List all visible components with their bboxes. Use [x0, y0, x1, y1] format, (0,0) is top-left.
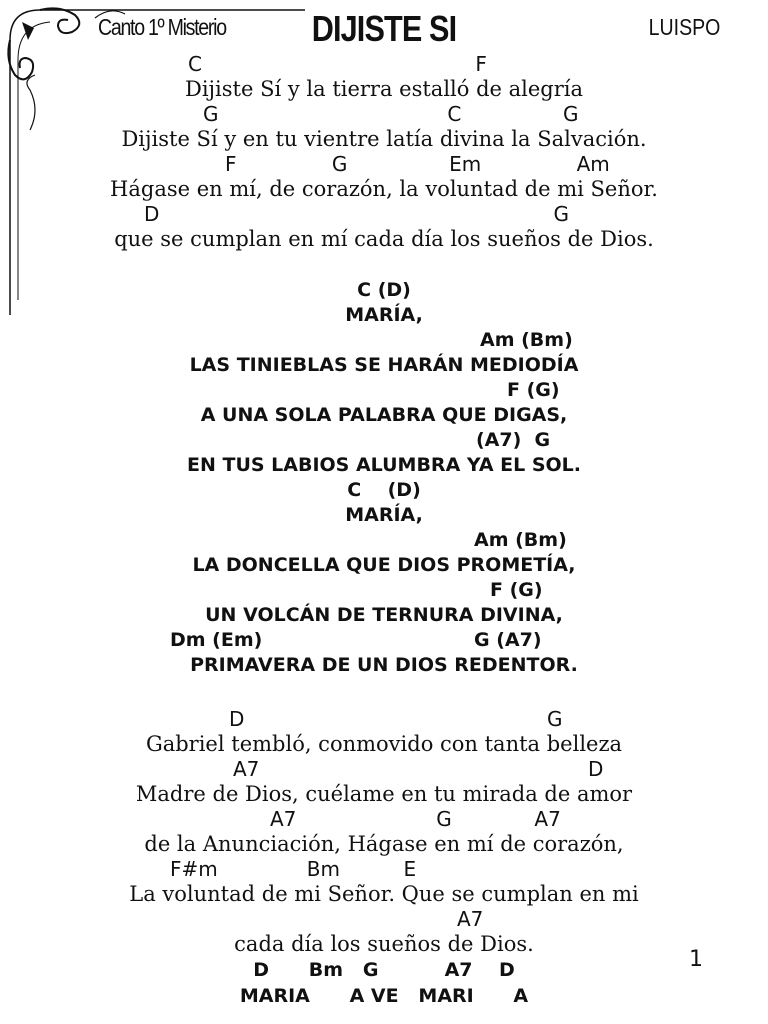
chord-line: A7	[457, 907, 484, 931]
lyric-line: Gabriel tembló, conmovido con tanta belleza	[145, 732, 623, 756]
chorus-chord-line: F (G)	[507, 379, 560, 401]
chorus-chord-line: F (G)	[490, 579, 543, 601]
lyric-line: Dijiste Sí y en tu vientre latía divina la Salvación.	[121, 127, 647, 151]
chorus-chord-line: Am (Bm)	[480, 329, 573, 351]
chorus-chord-line: G (A7)	[474, 629, 542, 651]
chord-line: F G Em Am	[225, 152, 610, 176]
chord-line: D G	[144, 202, 570, 226]
chorus-lyric-line: LA DONCELLA QUE DIOS PROMETÍA,	[192, 554, 576, 576]
refrain-chord-line: D Bm G A7 D	[253, 959, 515, 981]
lyric-line: Dijiste Sí y la tierra estalló de alegría	[184, 77, 584, 101]
chorus-lyric-line: PRIMAVERA DE UN DIOS REDENTOR.	[190, 654, 578, 676]
chorus-chord-line: (A7) G	[476, 429, 551, 451]
lyric-line: cada día los sueños de Dios.	[234, 932, 534, 956]
chord-line: A7 G A7	[270, 807, 561, 831]
header-section-label: Canto 1º Misterio	[98, 14, 226, 40]
chorus-lyric-line: A UNA SOLA PALABRA QUE DIGAS,	[200, 404, 568, 426]
lyric-line: de la Anunciación, Hágase en mí de corazón,	[144, 832, 624, 856]
chord-line: G C G	[203, 102, 579, 126]
chorus-chord-line: C (D)	[357, 279, 411, 301]
chorus-chord-line: Am (Bm)	[474, 529, 567, 551]
lyric-line: Madre de Dios, cuélame en tu mirada de amor	[135, 782, 633, 806]
chorus-lyric-line: UN VOLCÁN DE TERNURA DIVINA,	[205, 604, 563, 626]
lyric-line: Hágase en mí, de corazón, la voluntad de mi Señor.	[110, 177, 658, 201]
chord-line: C F	[188, 52, 487, 76]
chord-line: A7	[233, 757, 260, 781]
chorus-chord-line: Dm (Em)	[170, 629, 263, 651]
chorus-lyric-line: LAS TINIEBLAS SE HARÁN MEDIODÍA	[189, 354, 579, 376]
page-number: 1	[689, 947, 703, 972]
lyric-line: La voluntad de mi Señor. Que se cumplan en mi	[129, 882, 639, 906]
chorus-lyric-line: MARÍA,	[345, 304, 423, 326]
refrain-lyric-line: MARIA A VE MARI A	[239, 985, 529, 1007]
chord-line: F#m Bm E	[170, 857, 417, 881]
chorus-lyric-line: EN TUS LABIOS ALUMBRA YA EL SOL.	[186, 454, 582, 476]
chord-line: D	[588, 757, 604, 781]
chord-line: D	[229, 707, 245, 731]
lyric-line: que se cumplan en mí cada día los sueños de Dios.	[114, 227, 654, 251]
chord-line: G	[547, 707, 563, 731]
header-author: LUISPO	[648, 14, 720, 40]
chorus-lyric-line: MARÍA,	[345, 504, 423, 526]
song-title: DIJISTE SI	[311, 8, 457, 49]
chorus-chord-line: C (D)	[347, 479, 421, 501]
